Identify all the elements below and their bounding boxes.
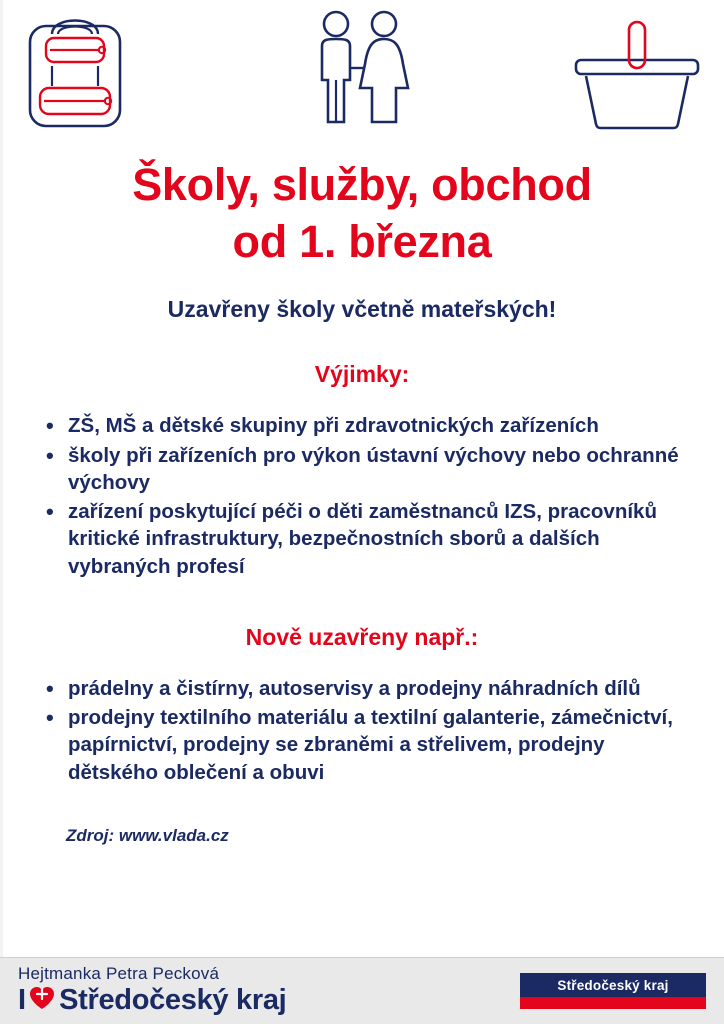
shopping-basket-icon: [572, 18, 702, 135]
section-title-newly-closed: Nově uzavřeny např.:: [245, 623, 479, 650]
backpack-icon: [22, 4, 128, 137]
subheadline: Uzavřeny školy včetně mateřských!: [167, 296, 557, 323]
footer-i-letter: I: [18, 984, 27, 1016]
section-title-exceptions: Výjimky:: [314, 361, 410, 388]
page-title: [0, 156, 724, 270]
footer: [0, 957, 724, 1024]
list-item: • zařízení poskytující péči o děti zaměstnanců IZS, pracovníků kritické infrastruktury, bezpečnostních sborů a dalších vybraných profesí: [46, 498, 690, 580]
left-edge-strip: [0, 0, 3, 1024]
headline-line-1: Školy, služby, obchod: [132, 159, 592, 210]
footer-person-block: [18, 964, 286, 1016]
headline-line-2: od 1. března: [232, 216, 492, 268]
couple-icon: [310, 8, 414, 135]
list-item: • prádelny a čistírny, autoservisy a prodejny náhradních dílů: [46, 675, 690, 702]
list-item: • prodejny textilního materiálu a textilní galanterie, zámečnictví, papírnictví, prodejny se zbraněmi a střelivem, prodejny dětského oblečení a obuvi: [46, 704, 690, 786]
list-item: • školy při zařízeních pro výkon ústavní výchovy nebo ochranné výchovy: [46, 442, 690, 497]
heart-icon: [28, 985, 56, 1016]
exceptions-list: [0, 412, 724, 580]
footer-brand-lockup: [18, 985, 286, 1016]
icon-row: [0, 0, 724, 142]
footer-brand-name: Středočeský kraj: [59, 984, 287, 1016]
footer-person-name: Hejtmanka Petra Pecková: [18, 964, 220, 983]
stredocesky-kraj-logo: [520, 973, 706, 1011]
source-note: Zdroj: www.vlada.cz: [66, 825, 229, 845]
newly-closed-list: [0, 675, 724, 786]
logo-label: Středočeský kraj: [520, 973, 706, 997]
list-item: • ZŠ, MŠ a dětské skupiny při zdravotnických zařízeních: [46, 412, 690, 439]
logo-red-bar: [520, 997, 706, 1009]
